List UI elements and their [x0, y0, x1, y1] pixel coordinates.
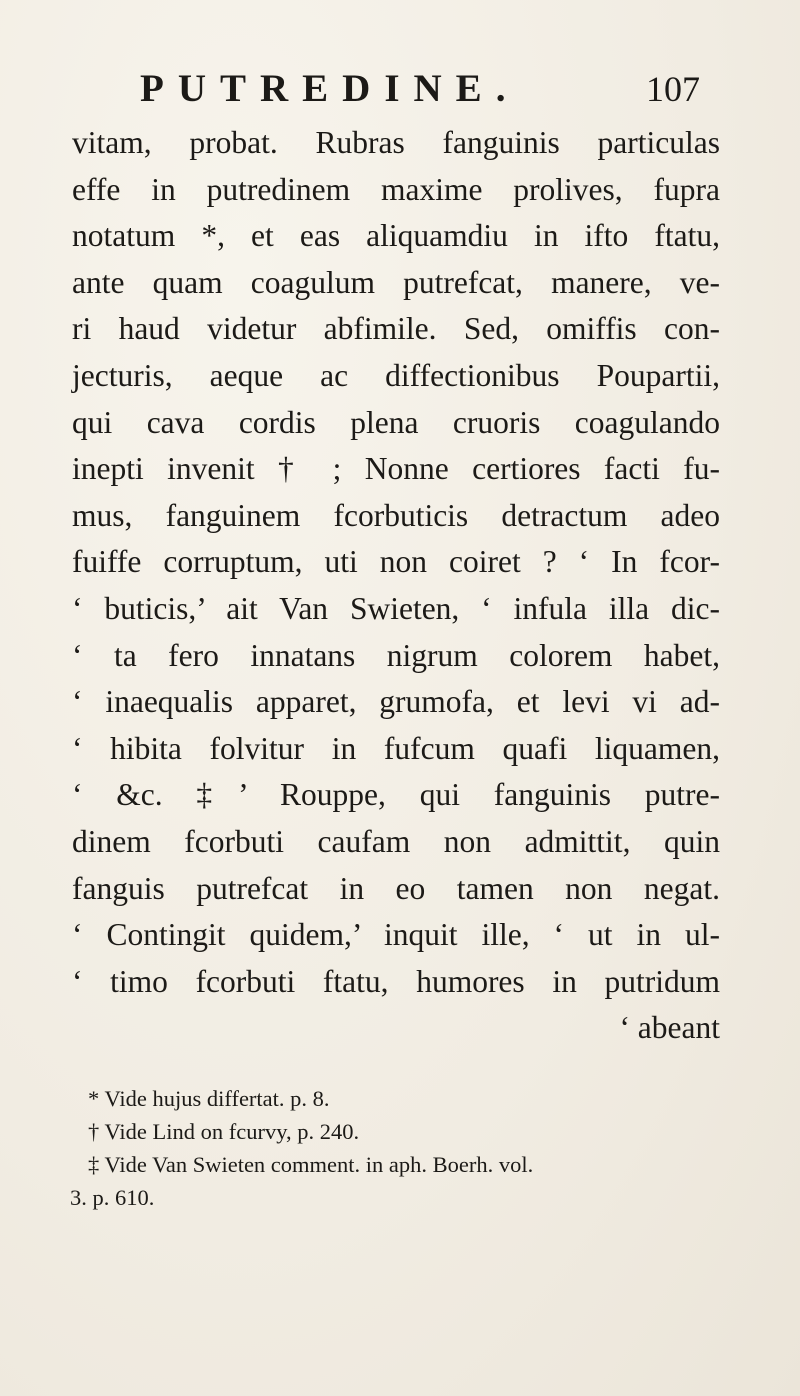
text-line: notatum *, et eas aliquamdiu in ifto ftatu, — [72, 218, 720, 254]
text-line: effe in putredinem maxime prolives, fupra — [72, 171, 720, 207]
footnotes — [70, 1082, 728, 1214]
text-line: ‘ timo fcorbuti ftatu, humores in putridum — [72, 963, 720, 999]
text-line: ante quam coagulum putrefcat, manere, ve- — [72, 264, 720, 300]
footnote-continuation: 3. p. 610. — [70, 1185, 155, 1210]
footnote: ‡ Vide Van Swieten comment. in aph. Boerh. vol. — [88, 1152, 534, 1177]
text-line: vitam, probat. Rubras fanguinis particulas — [72, 125, 720, 160]
running-title: PUTREDINE. — [140, 67, 520, 110]
text-line: fuiffe corruptum, uti non coiret ? ‘ In fcor- — [72, 544, 720, 580]
footnote: † Vide Lind on fcurvy, p. 240. — [88, 1119, 360, 1144]
text-line: qui cava cordis plena cruoris coagulando — [72, 404, 720, 440]
text-line: ‘ ta fero innatans nigrum colorem habet, — [72, 637, 720, 673]
page-number: 107 — [646, 69, 700, 109]
text-line: ‘ buticis,’ ait Van Swieten, ‘ infula illa dic- — [72, 590, 720, 626]
text-line: fanguis putrefcat in eo tamen non negat. — [72, 870, 720, 906]
text-line: ‘ inaequalis apparet, grumofa, et levi vi ad- — [72, 684, 720, 720]
text-line: mus, fanguinem fcorbuticis detractum adeo — [72, 497, 720, 533]
main-text — [72, 120, 720, 1052]
text-line: ri haud videtur abfimile. Sed, omiffis con- — [72, 311, 720, 347]
text-line: ‘ Contingit quidem,’ inquit ille, ‘ ut in ul- — [72, 917, 720, 953]
text-line: ‘ &c. ‡’ Rouppe, qui fanguinis putre- — [72, 777, 720, 813]
text-line: dinem fcorbuti caufam non admittit, quin — [72, 823, 720, 859]
text-line: jecturis, aeque ac diffectionibus Poupartii, — [72, 357, 720, 393]
text-line: inepti invenit † ; Nonne certiores facti fu- — [72, 451, 720, 487]
running-head — [140, 66, 700, 116]
text-line: ‘ hibita folvitur in fufcum quafi liquamen, — [72, 730, 720, 766]
footnote: * Vide hujus differtat. p. 8. — [88, 1086, 330, 1111]
catchword-line: ‘ abeant — [619, 1010, 720, 1046]
